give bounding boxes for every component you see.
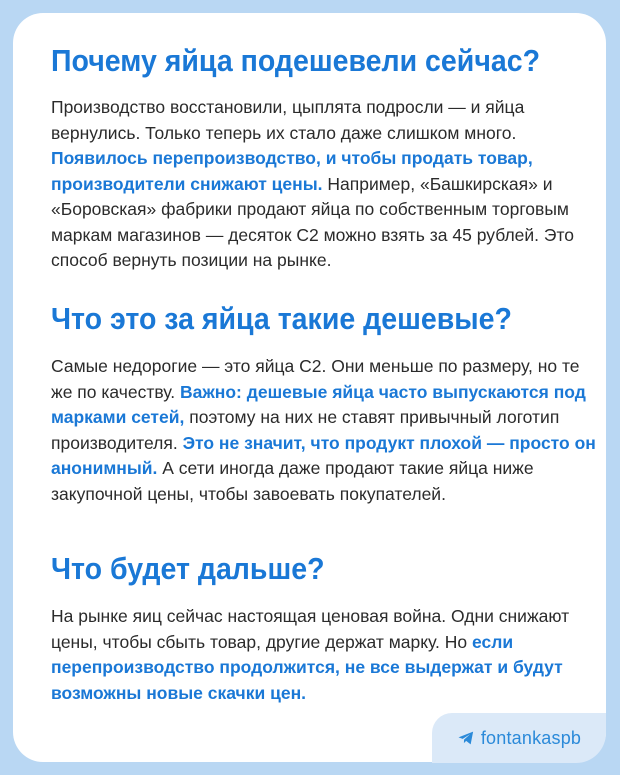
- channel-badge[interactable]: [432, 713, 606, 763]
- article-card: [13, 13, 606, 762]
- section-why-cheaper: [51, 41, 601, 274]
- section-text: [51, 95, 601, 274]
- highlight-text: если перепроизводство продолжится, не все выдержат и будут возможны новые скачки цен.: [51, 631, 563, 703]
- section-title: Что будет дальше?: [51, 551, 325, 586]
- highlight-text: Это не значит, что продукт плохой — просто он анонимный.: [51, 432, 596, 478]
- telegram-icon: [457, 729, 475, 747]
- text-run: Например, «Башкирская» и «Боровская» фабрики продают яйца по собственным торговым маркам магазинов — десяток С2 можно взять за 45 рублей. Это способ вернуть позиции на рынке.: [51, 173, 575, 270]
- section-text: [51, 354, 601, 507]
- section-text: [51, 604, 601, 706]
- section-whats-next: [51, 549, 601, 706]
- text-run: На рынке яиц сейчас настоящая ценовая война. Одни снижают цены, чтобы сбыть товар, другие держат марку. Но: [51, 606, 570, 652]
- highlight-text: Появилось перепроизводство, и чтобы продать товар, производители снижают цены.: [51, 148, 533, 194]
- channel-handle: fontankaspb: [480, 727, 582, 748]
- text-run: Производство восстановили, цыплята подросли — и яйца вернулись. Только теперь их стало даже слишком много.: [51, 97, 525, 143]
- highlight-text: Важно: дешевые яйца часто выпускаются под марками сетей,: [51, 381, 586, 427]
- text-run: А сети иногда даже продают такие яйца ниже закупочной цены, чтобы завоевать покупателей.: [51, 458, 534, 504]
- section-title: Что это за яйца такие дешевые?: [51, 301, 512, 336]
- text-run: поэтому на них не ставят привычный логотип производителя.: [51, 407, 560, 453]
- section-cheap-eggs: [51, 299, 601, 507]
- section-title: Почему яйца подешевели сейчас?: [51, 43, 541, 78]
- text-run: Самые недорогие — это яйца С2. Они меньше по размеру, но те же по качеству.: [51, 356, 580, 402]
